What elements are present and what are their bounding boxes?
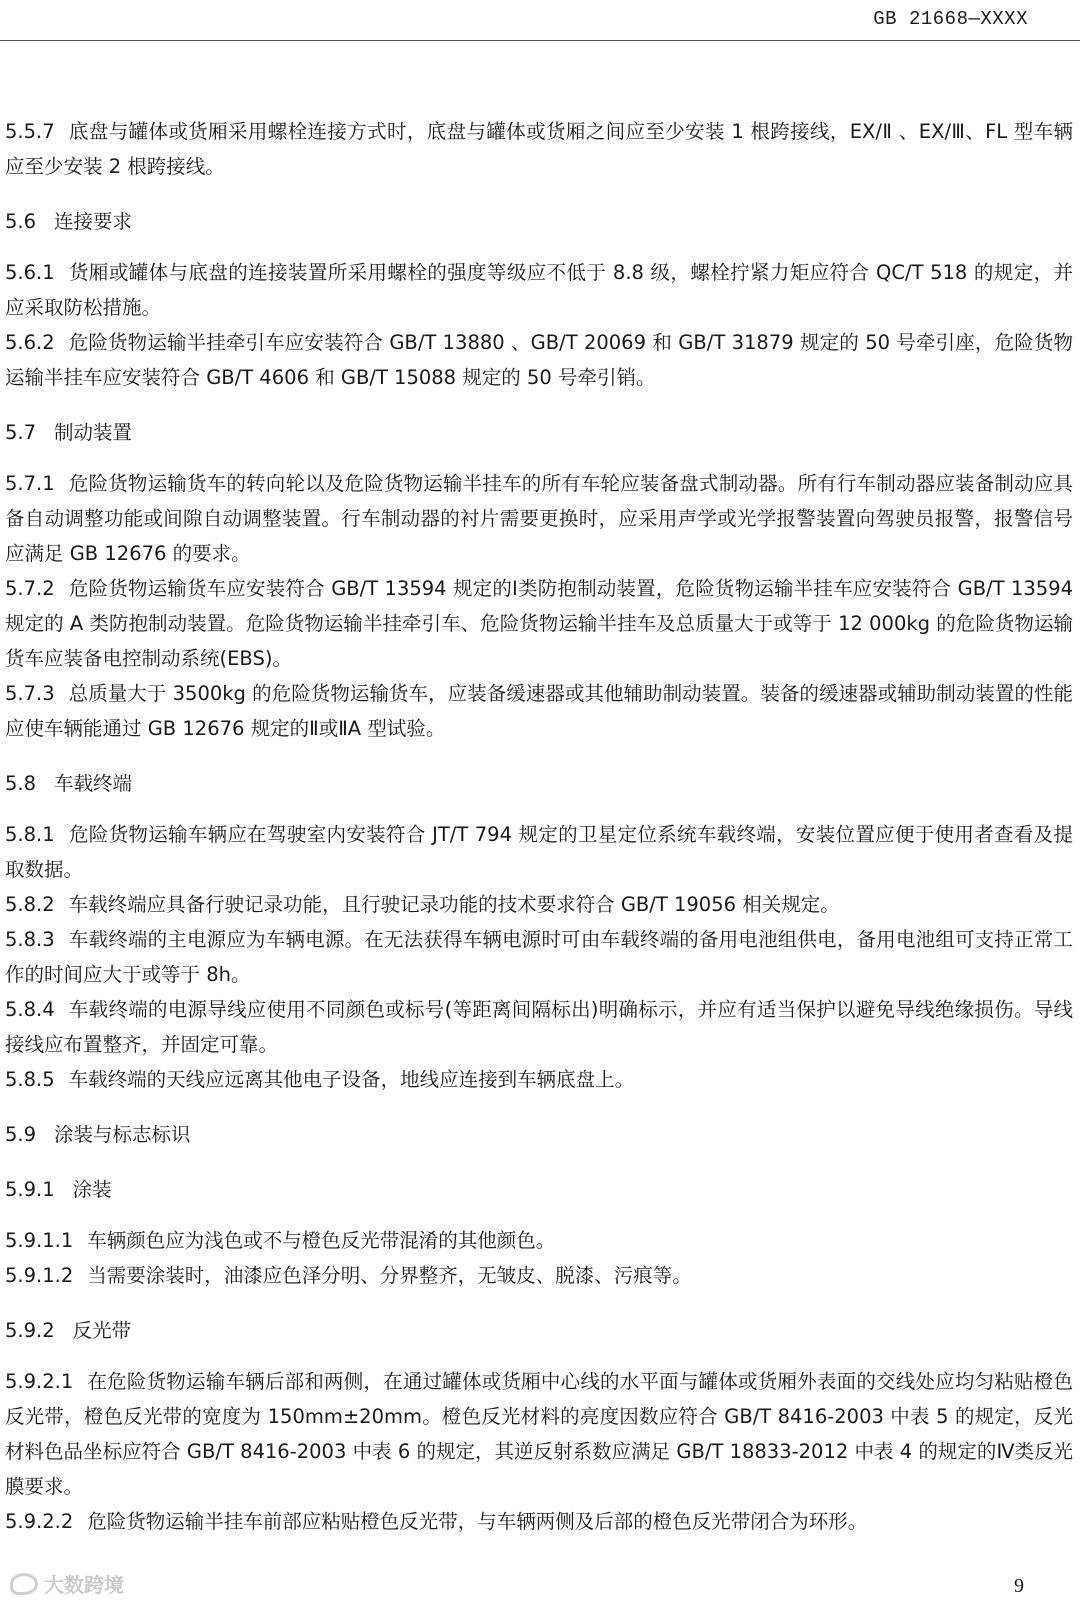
document-body bbox=[5, 114, 1073, 1539]
clause-number: 5.8 bbox=[5, 772, 37, 795]
heading-text: 反光带 bbox=[72, 1319, 132, 1342]
clause-number: 5.6 bbox=[5, 210, 37, 233]
clause-paragraph bbox=[5, 466, 1073, 571]
clause-number: 5.9 bbox=[5, 1123, 37, 1146]
section-heading bbox=[5, 415, 1073, 450]
watermark bbox=[10, 1569, 124, 1598]
heading-text: 车载终端 bbox=[54, 772, 133, 795]
clause-paragraph bbox=[5, 1504, 1073, 1539]
section-heading bbox=[5, 1117, 1073, 1152]
clause-paragraph bbox=[5, 1364, 1073, 1504]
clause-number: 5.9.2.1 bbox=[5, 1370, 74, 1393]
heading-text: 涂装 bbox=[72, 1178, 112, 1201]
clause-paragraph bbox=[5, 1062, 1073, 1097]
clause-text: 车辆颜色应为浅色或不与橙色反光带混淆的其他颜色。 bbox=[87, 1229, 556, 1252]
clause-text: 当需要涂装时，油漆应色泽分明、分界整齐，无皱皮、脱漆、污痕等。 bbox=[87, 1264, 692, 1287]
clause-text: 车载终端的天线应远离其他电子设备，地线应连接到车辆底盘上。 bbox=[68, 1068, 635, 1091]
clause-number: 5.8.3 bbox=[5, 928, 55, 951]
clause-paragraph bbox=[5, 255, 1073, 325]
clause-number: 5.7.1 bbox=[5, 472, 55, 495]
watermark-text: 大数跨境 bbox=[44, 1573, 124, 1597]
clause-paragraph bbox=[5, 114, 1073, 184]
clause-number: 5.9.2.2 bbox=[5, 1510, 74, 1533]
clause-text: 货厢或罐体与底盘的连接装置所采用螺栓的强度等级应不低于 8.8 级，螺栓拧紧力矩应符合 QC/T 518 的规定，并应采取防松措施。 bbox=[5, 261, 1073, 319]
section-heading bbox=[5, 766, 1073, 801]
clause-paragraph bbox=[5, 676, 1073, 746]
clause-number: 5.5.7 bbox=[5, 120, 55, 143]
document-code: GB 21668—XXXX bbox=[873, 8, 1028, 30]
clause-number: 5.7.3 bbox=[5, 682, 55, 705]
clause-text: 在危险货物运输车辆后部和两侧，在通过罐体或货厢中心线的水平面与罐体或货厢外表面的交线处应均匀粘贴橙色反光带，橙色反光带的宽度为 150mm±20mm。橙色反光材料的亮度因数应符合 GB/T 8416-2003 中表 5 的规定，反光材料色品坐标应符合 GB/T 8416-2003 中表 6 的规定，其逆反射系数应满足 GB/T 18833-2012 中表 4 的规定的Ⅳ类反光膜要求。 bbox=[5, 1370, 1073, 1498]
clause-paragraph bbox=[5, 571, 1073, 676]
clause-text: 车载终端的主电源应为车辆电源。在无法获得车辆电源时可由车载终端的备用电池组供电，备用电池组可支持正常工作的时间应大于或等于 8h。 bbox=[5, 928, 1073, 986]
clause-text: 危险货物运输货车应安装符合 GB/T 13594 规定的Ⅰ类防抱制动装置，危险货物运输半挂车应安装符合 GB/T 13594 规定的 A 类防抱制动装置。危险货物运输半挂牵引车、危险货物运输半挂车及总质量大于或等于 12 000kg 的危险货物运输货车应装备电控制动系统(EBS)。 bbox=[5, 577, 1073, 670]
heading-text: 制动装置 bbox=[54, 421, 133, 444]
clause-paragraph bbox=[5, 1258, 1073, 1293]
clause-number: 5.9.2 bbox=[5, 1319, 55, 1342]
clause-number: 5.8.4 bbox=[5, 998, 55, 1021]
clause-number: 5.6.1 bbox=[5, 261, 55, 284]
clause-number: 5.9.1 bbox=[5, 1178, 55, 1201]
clause-text: 总质量大于 3500kg 的危险货物运输货车，应装备缓速器或其他辅助制动装置。装备的缓速器或辅助制动装置的性能应使车辆能通过 GB 12676 规定的Ⅱ或ⅡA 型试验。 bbox=[5, 682, 1073, 740]
clause-paragraph bbox=[5, 887, 1073, 922]
section-heading bbox=[5, 1313, 1073, 1348]
clause-text: 危险货物运输半挂车前部应粘贴橙色反光带，与车辆两侧及后部的橙色反光带闭合为环形。 bbox=[87, 1510, 868, 1533]
clause-number: 5.7 bbox=[5, 421, 37, 444]
heading-text: 涂装与标志标识 bbox=[54, 1123, 191, 1146]
heading-text: 连接要求 bbox=[54, 210, 133, 233]
clause-paragraph bbox=[5, 922, 1073, 992]
clause-paragraph bbox=[5, 992, 1073, 1062]
clause-number: 5.7.2 bbox=[5, 577, 55, 600]
header-rule bbox=[0, 40, 1080, 41]
clause-number: 5.8.2 bbox=[5, 893, 55, 916]
clause-paragraph bbox=[5, 817, 1073, 887]
clause-text: 危险货物运输半挂牵引车应安装符合 GB/T 13880 、GB/T 20069 和 GB/T 31879 规定的 50 号牵引座，危险货物运输半挂车应安装符合 GB/T 4606 和 GB/T 15088 规定的 50 号牵引销。 bbox=[5, 331, 1073, 389]
clause-text: 危险货物运输车辆应在驾驶室内安装符合 JT/T 794 规定的卫星定位系统车载终端，安装位置应便于使用者查看及提取数据。 bbox=[5, 823, 1073, 881]
clause-number: 5.8.5 bbox=[5, 1068, 55, 1091]
section-heading bbox=[5, 204, 1073, 239]
clause-text: 底盘与罐体或货厢采用螺栓连接方式时，底盘与罐体或货厢之间应至少安装 1 根跨接线，EX/Ⅱ 、EX/Ⅲ、FL 型车辆应至少安装 2 根跨接线。 bbox=[5, 120, 1073, 178]
clause-number: 5.6.2 bbox=[5, 331, 55, 354]
page-number: 9 bbox=[1014, 1575, 1024, 1597]
clause-text: 危险货物运输货车的转向轮以及危险货物运输半挂车的所有车轮应装备盘式制动器。所有行车制动器应装备制动应具备自动调整功能或间隙自动调整装置。行车制动器的衬片需要更换时，应采用声学或光学报警装置向驾驶员报警，报警信号应满足 GB 12676 的要求。 bbox=[5, 472, 1073, 565]
clause-number: 5.8.1 bbox=[5, 823, 55, 846]
watermark-logo-icon bbox=[10, 1573, 38, 1595]
clause-number: 5.9.1.1 bbox=[5, 1229, 74, 1252]
section-heading bbox=[5, 1172, 1073, 1207]
clause-paragraph bbox=[5, 325, 1073, 395]
clause-text: 车载终端应具备行驶记录功能，且行驶记录功能的技术要求符合 GB/T 19056 相关规定。 bbox=[68, 893, 840, 916]
clause-paragraph bbox=[5, 1223, 1073, 1258]
clause-number: 5.9.1.2 bbox=[5, 1264, 74, 1287]
clause-text: 车载终端的电源导线应使用不同颜色或标号(等距离间隔标出)明确标示，并应有适当保护以避免导线绝缘损伤。导线接线应布置整齐，并固定可靠。 bbox=[5, 998, 1073, 1056]
